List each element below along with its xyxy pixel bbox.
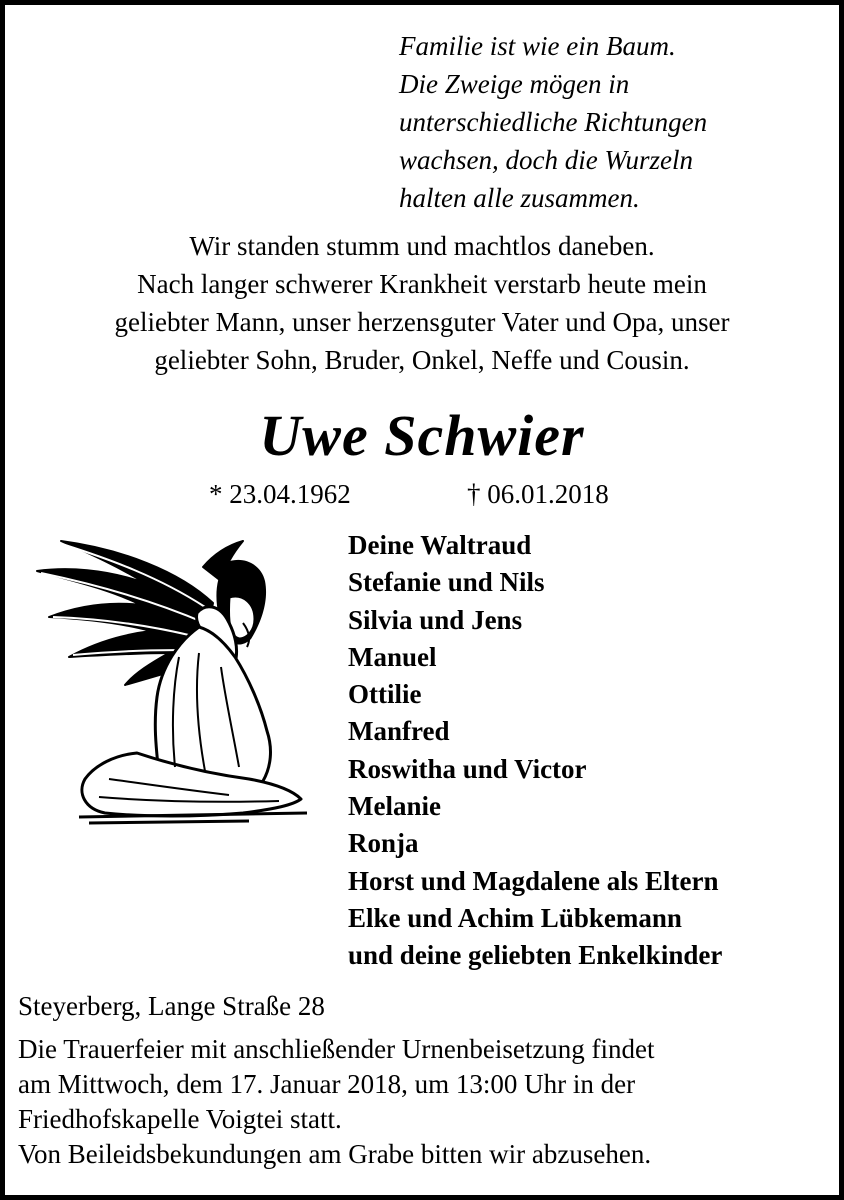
intro-text [5, 227, 839, 379]
service-line: am Mittwoch, dem 17. Januar 2018, um 13:00 Uhr in der [18, 1069, 636, 1099]
poem-quote [399, 27, 829, 217]
mourner-name: Manuel [348, 641, 437, 672]
birth-date: * 23.04.1962 [209, 479, 351, 509]
mourner-name: Melanie [348, 791, 441, 822]
family-address: Steyerberg, Lange Straße 28 [18, 991, 325, 1021]
deceased-name: Uwe Schwier [259, 403, 585, 468]
poem-line: wachsen, doch die Wurzeln [399, 145, 693, 175]
mourner-name: Deine Waltraud [348, 530, 532, 560]
mourners-list [348, 527, 828, 975]
funeral-service-info [18, 1032, 833, 1172]
mourner-name: Elke und Achim Lübkemann [348, 902, 682, 933]
service-line: Friedhofskapelle Voigtei statt. [18, 1104, 342, 1134]
mourner-name: Roswitha und Victor [348, 753, 587, 784]
mourner-name: Ottilie [348, 679, 422, 710]
service-line: Die Trauerfeier mit anschließender Urnenbeisetzung findet [18, 1034, 655, 1064]
poem-line: halten alle zusammen. [399, 183, 640, 213]
service-line: Von Beileidsbekundungen am Grabe bitten wir abzusehen. [18, 1139, 652, 1169]
mourner-name: Manfred [348, 716, 450, 747]
intro-line: Nach langer schwerer Krankheit verstarb heute mein [137, 269, 707, 299]
mourner-name: und deine geliebten Enkelkinder [348, 940, 723, 971]
death-date: † 06.01.2018 [467, 479, 609, 509]
intro-line: geliebter Sohn, Bruder, Onkel, Neffe und Cousin. [154, 345, 690, 375]
mourner-name: Stefanie und Nils [348, 567, 545, 598]
mourner-name: Silvia und Jens [348, 604, 523, 635]
mourning-angel-icon [29, 527, 311, 827]
intro-line: Wir standen stumm und machtlos daneben. [189, 231, 655, 261]
intro-line: geliebter Mann, unser herzensguter Vater und Opa, unser [114, 307, 730, 337]
poem-line: Die Zweige mögen in [399, 69, 630, 99]
mourner-name: Horst und Magdalene als Eltern [348, 865, 719, 896]
poem-line: unterschiedliche Richtungen [399, 107, 708, 137]
mourner-name: Ronja [348, 828, 419, 859]
poem-line: Familie ist wie ein Baum. [399, 31, 676, 61]
